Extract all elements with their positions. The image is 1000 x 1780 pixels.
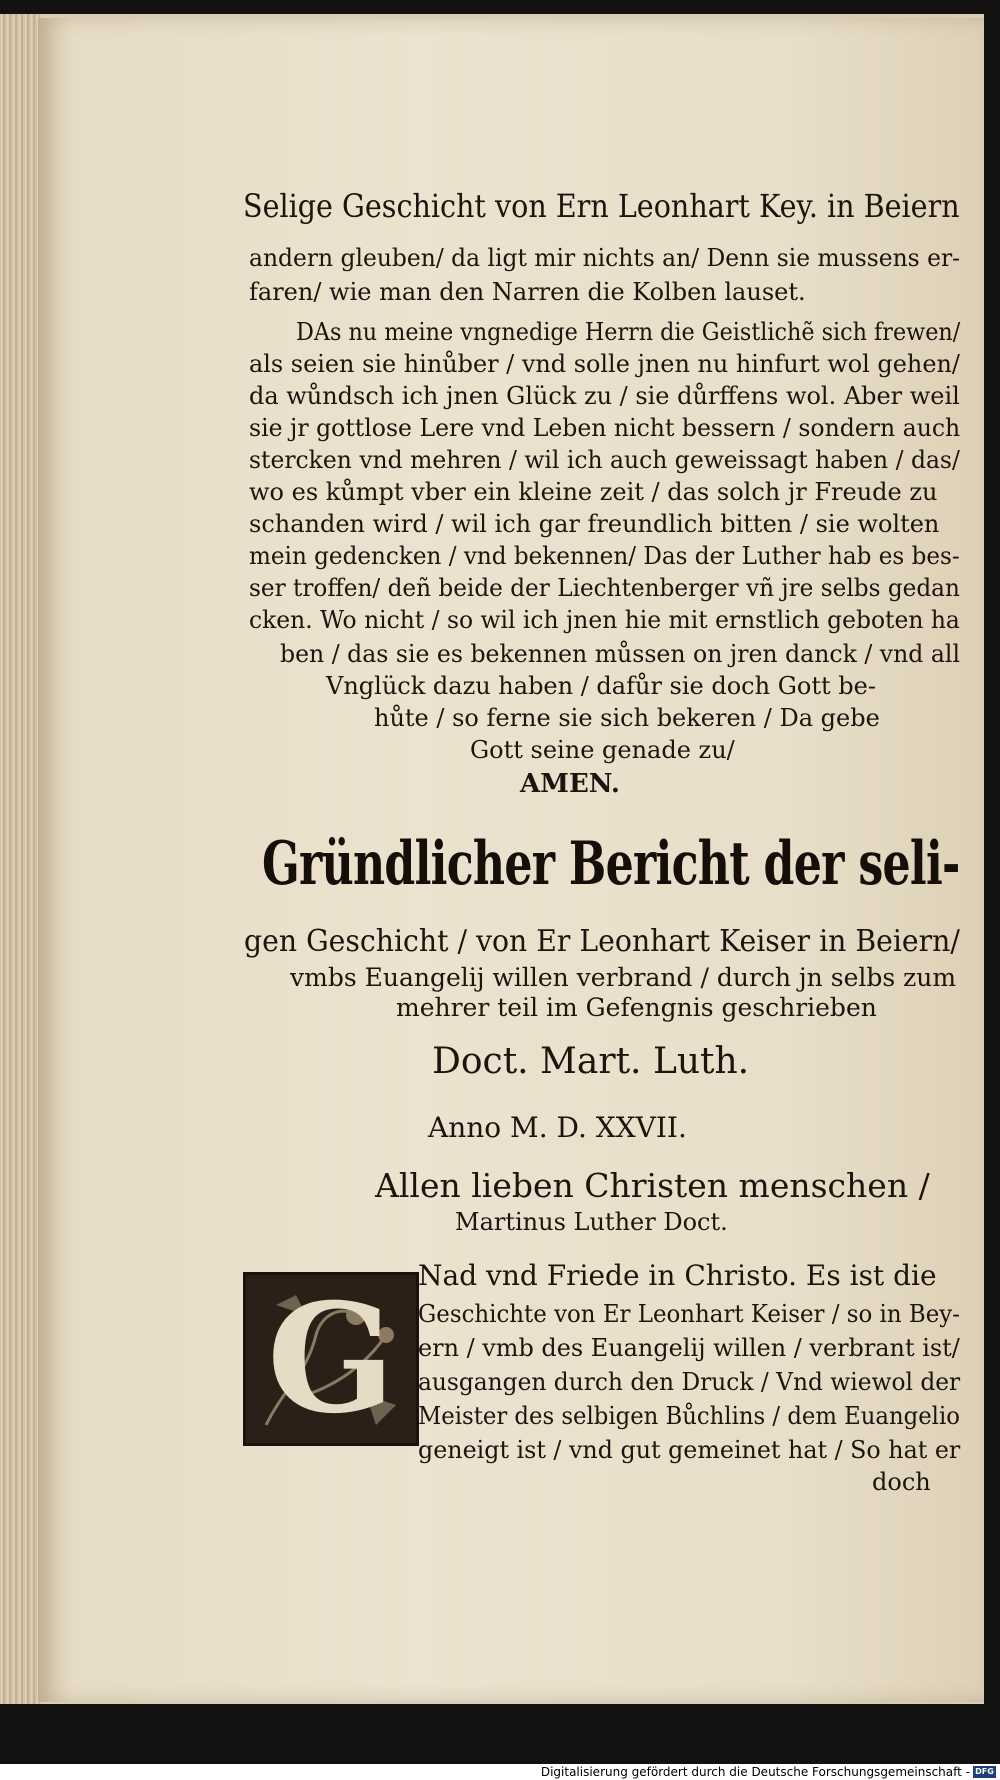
text-line: geneigt ist / vnd gut gemeinet hat / So hat er [418,1436,961,1464]
body-line: schanden wird / wil ich gar freundlich bitten / sie wolten [249,510,940,538]
title-line-1: Gründlicher Bericht der seli- [262,829,960,899]
title-line-3: vmbs Euangelij willen verbrand / durch jn selbs zum [290,963,957,992]
amen: AMEN. [520,769,620,799]
body-line: faren/ wie man den Narren die Kolben lauset. [249,278,806,306]
anno-date: Anno M. D. XXVII. [428,1111,687,1144]
body-line: hůte / so ferne sie sich bekeren / Da gebe [374,704,880,732]
body-line: cken. Wo nicht / so wil ich jnen hie mit ernstlich geboten ha [249,606,960,634]
text-line: ern / vmb des Euangelij willen / verbrant ist/ [418,1334,960,1362]
body-line: sie jr gottlose Lere vnd Leben nicht bessern / sondern auch [249,414,961,442]
body-line: da wůndsch ich jnen Glück zu / sie důrffens wol. Aber weil [249,382,960,410]
text-line: ausgangen durch den Druck / Vnd wiewol der [418,1368,961,1396]
text-line: Nad vnd Friede in Christo. Es ist die [418,1259,937,1292]
footer-bar [0,1764,1000,1780]
footer-credit: Digitalisierung gefördert durch die Deutsche Forschungsgemeinschaft - [540,1765,970,1779]
title-line-2: gen Geschicht / von Er Leonhart Keiser in Beiern/ [244,924,960,959]
body-line: ben / das sie es bekennen můssen on jren danck / vnd all [280,640,961,668]
decorated-initial [243,1272,419,1446]
page-edges [0,14,40,1704]
dfg-logo-icon: DFG [973,1766,996,1778]
body-line: ser troffen/ deñ beide der Liechtenberger vñ jre selbs gedan [249,574,960,602]
body-line: Gott seine genade zu/ [470,736,735,764]
author: Doct. Mart. Luth. [432,1041,750,1082]
title-line-4: mehrer teil im Gefengnis geschrieben [396,993,877,1022]
text-line: Meister des selbigen Bůchlins / dem Euangelio [418,1402,960,1430]
catchword: doch [872,1468,931,1496]
body-line: Vnglück dazu haben / dafůr sie doch Gott be- [326,672,876,700]
body-line: andern gleuben/ da ligt mir nichts an/ Denn sie mussens er- [249,244,961,272]
body-line: stercken vnd mehren / wil ich auch geweissagt haben / das/ [249,446,960,474]
dedication-line-1: Allen lieben Christen menschen / [375,1166,930,1205]
body-line: DAs nu meine vngnedige Herrn die Geistlichẽ sich frewen/ [296,318,961,346]
initial-letter: G [266,1271,396,1447]
text-line: Geschichte von Er Leonhart Keiser / so in Bey- [418,1300,960,1328]
dedication-line-2: Martinus Luther Doct. [455,1208,728,1236]
body-line: mein gedencken / vnd bekennen/ Das der Luther hab es bes- [249,542,960,570]
body-line: als seien sie hinůber / vnd solle jnen nu hinfurt wol gehen/ [249,350,960,378]
running-head: Selige Geschicht von Ern Leonhart Key. in Beiern [243,187,960,225]
body-line: wo es kůmpt vber ein kleine zeit / das solch jr Freude zu [249,478,938,506]
